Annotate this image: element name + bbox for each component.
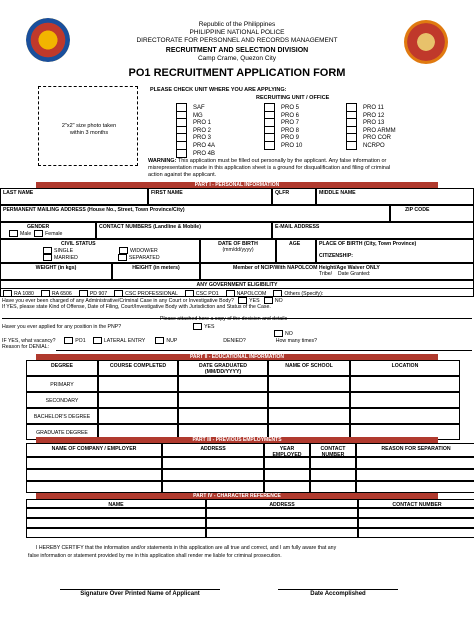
header-line1: Republic of the Philippines bbox=[198, 21, 276, 28]
unit-label: PRO 10 bbox=[281, 143, 303, 150]
table-header-cell: REASON FOR SEPARATION bbox=[356, 443, 474, 457]
zip-field[interactable]: ZIP CODE bbox=[390, 205, 474, 222]
table-header-cell: NAME OF COMPANY / EMPLOYER bbox=[26, 443, 162, 457]
table-cell[interactable] bbox=[264, 481, 310, 493]
reason-line[interactable] bbox=[56, 350, 472, 351]
table-cell: BACHELOR'S DEGREE bbox=[26, 408, 98, 424]
address-field[interactable]: PERMANENT MAILING ADDRESS (House No., Street, Town Province/City) bbox=[0, 205, 390, 222]
eligibility-options[interactable] bbox=[0, 288, 474, 297]
table-header-cell: CONTACT NUMBER bbox=[310, 443, 356, 457]
table-cell: GRADUATE DEGREE bbox=[26, 424, 98, 440]
eligibility-label: PD 907 bbox=[89, 290, 108, 297]
eligibility-checkbox[interactable] bbox=[79, 290, 88, 297]
signature-label: Signature Over Printed Name of Applicant bbox=[80, 591, 200, 597]
unit-label: MG bbox=[193, 112, 203, 119]
unit-label: PRO ARMM bbox=[363, 127, 396, 134]
table-cell[interactable] bbox=[350, 392, 460, 408]
q2-no: NO bbox=[274, 330, 293, 337]
widow-checkbox[interactable] bbox=[119, 247, 128, 254]
civil-status-field[interactable] bbox=[0, 239, 200, 263]
table-header-cell: YEAR EMPLOYED bbox=[264, 443, 310, 457]
header-line5: Camp Crame, Quezon City bbox=[197, 55, 277, 62]
unit-label: PRO 8 bbox=[281, 127, 300, 134]
unit-label: PRO 1 bbox=[193, 120, 212, 127]
table-cell[interactable] bbox=[26, 518, 206, 528]
eligibility-checkbox[interactable] bbox=[273, 290, 282, 297]
table-cell[interactable] bbox=[356, 457, 474, 469]
unit-label: PRO 4B bbox=[193, 150, 216, 157]
eligibility-heading: ANY GOVERNMENT ELIGIBILITY bbox=[0, 280, 474, 288]
table-cell[interactable] bbox=[264, 457, 310, 469]
q1b-text: If YES, please state Kind of Offense, Date of Filing, Court/Investigative Body with Jurisdiction and Status of the Case. bbox=[2, 304, 271, 310]
single-label: SINGLE bbox=[54, 247, 74, 254]
unit-option-pro-4b[interactable] bbox=[176, 149, 215, 158]
table-cell[interactable] bbox=[310, 469, 356, 481]
po1-checkbox[interactable] bbox=[64, 337, 73, 344]
table-cell[interactable] bbox=[206, 518, 358, 528]
eligibility-checkbox[interactable] bbox=[114, 290, 123, 297]
q2-no-checkbox[interactable] bbox=[274, 330, 283, 337]
female-checkbox[interactable] bbox=[34, 230, 43, 237]
date-line[interactable] bbox=[278, 589, 398, 590]
table-cell: SECONDARY bbox=[26, 392, 98, 408]
q1-no-checkbox[interactable] bbox=[264, 297, 273, 304]
unit-heading: RECRUITING UNIT / OFFICE bbox=[256, 95, 330, 101]
unit-label: PRO 2 bbox=[193, 127, 212, 134]
table-cell[interactable] bbox=[356, 469, 474, 481]
middle-name-field[interactable]: MIDDLE NAME bbox=[316, 188, 474, 205]
separated-checkbox[interactable] bbox=[118, 254, 127, 261]
q1c-text: Please attached here a copy of the decision and details bbox=[160, 316, 288, 322]
certify-line1: I HEREBY CERTIFY that the information and/or statements in this application are all true and correct, and I am fully aware that any bbox=[36, 545, 337, 551]
table-cell[interactable] bbox=[350, 408, 460, 424]
table-header-cell: DEGREE bbox=[26, 360, 98, 376]
unit-label: SAF bbox=[193, 105, 205, 112]
table-cell[interactable] bbox=[268, 376, 350, 392]
table-header-cell: COURSE COMPLETED bbox=[98, 360, 178, 376]
eligibility-label: CSC PROFESSIONAL bbox=[125, 290, 178, 297]
unit-label: PRO 6 bbox=[281, 112, 300, 119]
male-checkbox[interactable] bbox=[9, 230, 18, 237]
table-cell[interactable] bbox=[178, 408, 268, 424]
qlfr-field[interactable]: QLFR bbox=[272, 188, 316, 205]
eligibility-label: CSC PO1 bbox=[195, 290, 219, 297]
table-cell[interactable] bbox=[206, 508, 358, 518]
unit-instruction: PLEASE CHECK UNIT WHERE YOU ARE APPLYING: bbox=[150, 87, 287, 93]
certify-line2: false information or statement provided by me in this application shall render me liable for criminal prosecution. bbox=[28, 553, 282, 559]
warning-text-2: misrepresentation made in this application sheet is a ground for disqualification and filing of criminal bbox=[148, 165, 391, 171]
vacancy-row: IF YES, what vacancy? PO1 LATERAL ENTRY NUP DENIED? How many times? bbox=[2, 337, 318, 344]
widow-label: WIDOW/ER bbox=[130, 247, 158, 254]
table-cell[interactable] bbox=[264, 469, 310, 481]
header-line3: DIRECTORATE FOR PERSONNEL AND RECORDS MANAGEMENT bbox=[136, 37, 338, 44]
part1-bar: PART I - PERSONAL INFORMATION bbox=[36, 182, 438, 188]
ncip-field[interactable]: Member of NCIP/With NAPOLCOM Height/Age Waiver ONLY Tribe/ Date Granted: bbox=[200, 263, 474, 280]
pob-field[interactable]: PLACE OF BIRTH (City, Town Province) CITIZENSHIP: bbox=[316, 239, 474, 263]
unit-label: PRO 12 bbox=[363, 112, 385, 119]
part3-bar: PART III - PREVIOUS EMPLOYMENTS bbox=[36, 437, 438, 443]
unit-checkbox[interactable] bbox=[176, 149, 187, 158]
date-label: Date Accomplished bbox=[310, 591, 366, 597]
lateral-checkbox[interactable] bbox=[93, 337, 102, 344]
contact-field[interactable]: CONTACT NUMBERS (Landline & Mobile) bbox=[96, 222, 272, 239]
table-header-cell: NAME bbox=[26, 499, 206, 508]
q1-yes-checkbox[interactable] bbox=[238, 297, 247, 304]
female-label: Female bbox=[45, 230, 63, 237]
header-line2: PHILIPPINE NATIONAL POLICE bbox=[189, 29, 285, 36]
separated-label: SEPARATED bbox=[128, 254, 160, 261]
part2-bar: PART II - EDUCATIONAL INFORMATION bbox=[36, 354, 438, 360]
q2-yes-checkbox[interactable] bbox=[193, 323, 202, 330]
table-cell[interactable] bbox=[356, 481, 474, 493]
table-header-cell: ADDRESS bbox=[206, 499, 358, 508]
married-label: MARRIED bbox=[54, 254, 78, 261]
age-field[interactable]: AGE bbox=[276, 239, 316, 263]
dob-field[interactable]: DATE OF BIRTH (mm/dd/yyyy) bbox=[200, 239, 276, 263]
last-name-field[interactable]: LAST NAME bbox=[0, 188, 148, 205]
unit-label: PRO 3 bbox=[193, 135, 212, 142]
table-cell[interactable] bbox=[98, 408, 178, 424]
civil-status-label: CIVIL STATUS bbox=[61, 241, 96, 247]
eligibility-checkbox[interactable] bbox=[3, 290, 12, 297]
eligibility-label: RA 6506 bbox=[51, 290, 72, 297]
table-cell[interactable] bbox=[350, 376, 460, 392]
table-header-cell: NAME OF SCHOOL bbox=[268, 360, 350, 376]
table-cell[interactable] bbox=[26, 457, 162, 469]
header-line4: RECRUITMENT AND SELECTION DIVISION bbox=[165, 47, 309, 54]
unit-label: PRO 5 bbox=[281, 105, 300, 112]
warning-text-3: action against the applicant. bbox=[148, 172, 217, 178]
table-cell[interactable] bbox=[26, 481, 162, 493]
eligibility-label: RA 1080 bbox=[14, 290, 34, 297]
table-cell[interactable] bbox=[178, 376, 268, 392]
table-cell[interactable] bbox=[268, 408, 350, 424]
unit-label: PRO 7 bbox=[281, 120, 300, 127]
table-cell[interactable] bbox=[310, 457, 356, 469]
warning-text: WARNING: This application must be filled out personally by the applicant. Any false information or bbox=[148, 158, 387, 164]
email-field[interactable]: E-MAIL ADDRESS bbox=[272, 222, 474, 239]
gender-label: GENDER bbox=[27, 224, 50, 230]
table-cell[interactable] bbox=[178, 392, 268, 408]
table-cell[interactable] bbox=[358, 508, 474, 518]
eligibility-label: Others (Specify): bbox=[284, 290, 324, 297]
eligibility-checkbox[interactable] bbox=[185, 290, 194, 297]
unit-label: PRO 11 bbox=[363, 105, 384, 112]
gender-field[interactable] bbox=[0, 222, 96, 239]
unit-option-pro-10[interactable] bbox=[264, 141, 302, 150]
photo-text-2: within 3 months bbox=[69, 130, 109, 136]
unit-option-ncrpo[interactable] bbox=[346, 141, 385, 150]
eligibility-label: NAPOLCOM bbox=[236, 290, 267, 297]
table-header-cell: DATE GRADUATED (MM/DD/YYYY) bbox=[178, 360, 268, 376]
unit-checkbox[interactable] bbox=[346, 141, 357, 150]
table-cell[interactable] bbox=[310, 481, 356, 493]
table-cell[interactable] bbox=[358, 528, 474, 538]
q2-text: Haver you ever applied for any position in the PNP? YES bbox=[2, 323, 215, 330]
form-title: PO1 RECRUITMENT APPLICATION FORM bbox=[128, 67, 346, 79]
table-header-cell: CONTACT NUMBER bbox=[358, 499, 474, 508]
eligibility-checkbox[interactable] bbox=[226, 290, 235, 297]
nup-checkbox[interactable] bbox=[155, 337, 164, 344]
table-cell[interactable] bbox=[162, 481, 264, 493]
table-cell[interactable] bbox=[206, 528, 358, 538]
table-cell[interactable] bbox=[26, 469, 162, 481]
part4-bar: PART IV - CHARACTER REFERENCE bbox=[36, 493, 438, 499]
table-cell[interactable] bbox=[162, 457, 264, 469]
male-label: Male bbox=[20, 230, 32, 237]
table-cell[interactable] bbox=[268, 392, 350, 408]
unit-label: NCRPO bbox=[363, 143, 385, 150]
height-field[interactable]: HEIGHT (in meters) bbox=[112, 263, 200, 280]
eligibility-checkbox[interactable] bbox=[41, 290, 50, 297]
table-header-cell: ADDRESS bbox=[162, 443, 264, 457]
unit-label: PRO 13 bbox=[363, 120, 385, 127]
photo-box[interactable] bbox=[38, 86, 138, 166]
unit-checkbox[interactable] bbox=[264, 141, 275, 150]
table-cell[interactable] bbox=[98, 392, 178, 408]
unit-label: PRO 4A bbox=[193, 143, 216, 150]
table-header-cell: LOCATION bbox=[350, 360, 460, 376]
reason-text: Reason for DENIAL: bbox=[2, 344, 49, 350]
unit-label: PRO COR bbox=[363, 135, 392, 142]
table-cell[interactable] bbox=[26, 528, 206, 538]
first-name-field[interactable]: FIRST NAME bbox=[148, 188, 272, 205]
table-cell[interactable] bbox=[358, 518, 474, 528]
photo-text-1: 2"x2" size photo taken bbox=[61, 123, 117, 129]
signature-line[interactable] bbox=[60, 589, 220, 590]
married-checkbox[interactable] bbox=[43, 254, 52, 261]
single-checkbox[interactable] bbox=[43, 247, 52, 254]
weight-field[interactable]: WEIGHT (in kgs) bbox=[0, 263, 112, 280]
table-cell[interactable] bbox=[98, 376, 178, 392]
unit-label: PRO 9 bbox=[281, 135, 300, 142]
table-cell[interactable] bbox=[162, 469, 264, 481]
q1-text: Have you ever been charged of any Administrative/Criminal Case in any Court or Investigative Body? YES NO bbox=[2, 297, 283, 304]
table-cell[interactable] bbox=[26, 508, 206, 518]
table-cell: PRIMARY bbox=[26, 376, 98, 392]
